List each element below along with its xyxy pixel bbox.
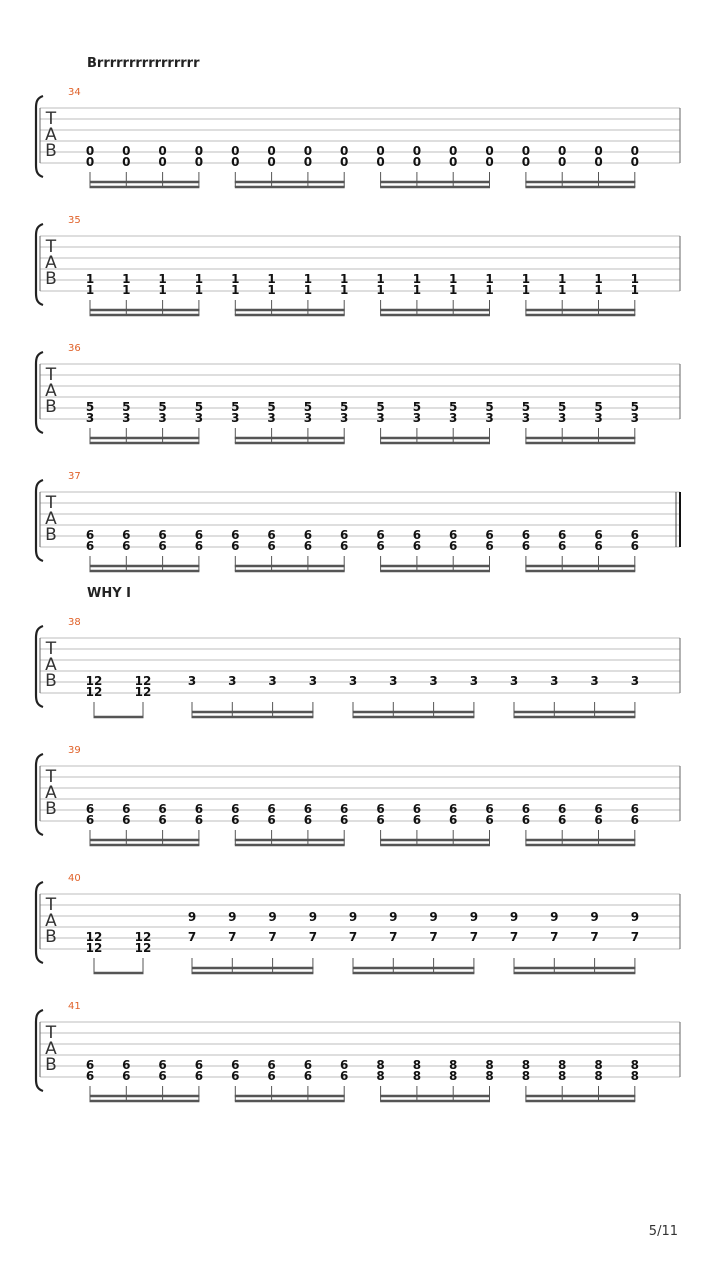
tab-clef-t: T [45, 237, 57, 257]
fret-number: 3 [85, 411, 95, 425]
fret-number: 3 [412, 411, 422, 425]
fret-number: 1 [449, 283, 458, 297]
fret-number: 7 [509, 930, 519, 944]
fret-number: 6 [194, 528, 204, 542]
fret-number: 9 [509, 910, 519, 924]
fret-number: 0 [303, 144, 313, 158]
fret-number: 6 [376, 528, 385, 542]
measure-number: 40 [68, 873, 81, 884]
fret-number: 12 [134, 941, 152, 955]
fret-number: 7 [187, 930, 197, 944]
fret-number: 6 [303, 528, 313, 542]
fret-number: 3 [268, 674, 277, 688]
fret-number: 1 [158, 272, 167, 286]
fret-number: 3 [187, 674, 197, 688]
fret-number: 0 [231, 144, 240, 158]
fret-number: 6 [340, 1069, 349, 1083]
fret-number: 1 [485, 272, 494, 286]
fret-number: 3 [449, 411, 458, 425]
fret-number: 6 [85, 528, 95, 542]
measure-number: 39 [68, 745, 81, 756]
fret-number: 0 [122, 144, 131, 158]
fret-number: 3 [348, 674, 358, 688]
fret-number: 6 [449, 813, 458, 827]
fret-number: 6 [158, 1069, 167, 1083]
fret-number: 8 [412, 1069, 422, 1083]
fret-number: 5 [122, 400, 131, 414]
fret-number: 12 [134, 930, 152, 944]
fret-number: 6 [485, 539, 494, 553]
fret-number: 3 [485, 411, 494, 425]
fret-number: 0 [630, 155, 639, 169]
fret-number: 1 [630, 272, 639, 286]
tab-clef-b: B [45, 799, 57, 819]
fret-number: 9 [550, 910, 559, 924]
fret-number: 6 [558, 802, 567, 816]
fret-number: 1 [303, 283, 313, 297]
fret-number: 1 [340, 283, 349, 297]
fret-number: 9 [429, 910, 438, 924]
tab-clef-t: T [45, 767, 57, 787]
fret-number: 6 [521, 539, 531, 553]
fret-number: 7 [469, 930, 479, 944]
fret-number: 6 [558, 813, 567, 827]
fret-number: 6 [158, 1058, 167, 1072]
fret-number: 5 [267, 400, 276, 414]
fret-number: 6 [267, 528, 276, 542]
fret-number: 6 [122, 1058, 131, 1072]
fret-number: 5 [630, 400, 639, 414]
fret-number: 0 [412, 144, 422, 158]
fret-number: 6 [194, 1058, 204, 1072]
fret-number: 1 [340, 272, 349, 286]
tab-clef-b: B [45, 927, 57, 947]
fret-number: 3 [231, 411, 240, 425]
tab-clef-t: T [45, 1023, 57, 1043]
measure-number: 36 [68, 343, 81, 354]
fret-number: 5 [158, 400, 167, 414]
fret-number: 7 [429, 930, 438, 944]
fret-number: 6 [521, 528, 531, 542]
fret-number: 0 [449, 144, 458, 158]
fret-number: 0 [340, 155, 349, 169]
fret-number: 1 [158, 283, 167, 297]
fret-number: 8 [630, 1058, 639, 1072]
fret-number: 6 [267, 539, 276, 553]
tab-system-41 [36, 1001, 680, 1101]
fret-number: 6 [521, 813, 531, 827]
fret-number: 0 [630, 144, 639, 158]
fret-number: 3 [630, 411, 639, 425]
fret-number: 8 [521, 1058, 531, 1072]
fret-number: 6 [594, 539, 603, 553]
fret-number: 6 [412, 813, 422, 827]
fret-number: 3 [376, 411, 385, 425]
fret-number: 0 [194, 155, 204, 169]
fret-number: 1 [85, 283, 95, 297]
fret-number: 6 [412, 539, 422, 553]
fret-number: 3 [558, 411, 567, 425]
fret-number: 1 [376, 283, 385, 297]
fret-number: 1 [231, 283, 240, 297]
fret-number: 0 [521, 155, 531, 169]
fret-number: 8 [376, 1069, 385, 1083]
fret-number: 6 [485, 802, 494, 816]
fret-number: 8 [594, 1069, 603, 1083]
fret-number: 0 [594, 155, 603, 169]
fret-number: 9 [308, 910, 318, 924]
fret-number: 5 [521, 400, 531, 414]
fret-number: 3 [158, 411, 167, 425]
fret-number: 5 [194, 400, 204, 414]
tab-system-37 [36, 471, 680, 571]
measure-number: 38 [68, 617, 81, 628]
fret-number: 8 [376, 1058, 385, 1072]
fret-number: 6 [303, 802, 313, 816]
fret-number: 9 [348, 910, 358, 924]
fret-number: 6 [231, 1069, 240, 1083]
fret-number: 7 [268, 930, 277, 944]
fret-number: 6 [340, 539, 349, 553]
fret-number: 1 [521, 272, 531, 286]
fret-number: 7 [348, 930, 358, 944]
fret-number: 6 [521, 802, 531, 816]
fret-number: 1 [122, 272, 131, 286]
fret-number: 8 [630, 1069, 639, 1083]
fret-number: 5 [85, 400, 95, 414]
tab-clef-b: B [45, 397, 57, 417]
tab-system-34 [36, 56, 680, 187]
fret-number: 6 [267, 813, 276, 827]
fret-number: 0 [412, 155, 422, 169]
fret-number: 1 [449, 272, 458, 286]
fret-number: 7 [550, 930, 559, 944]
fret-number: 12 [85, 941, 103, 955]
tab-clef-b: B [45, 1055, 57, 1075]
measure-number: 35 [68, 215, 81, 226]
tab-clef-a: A [45, 253, 57, 273]
fret-number: 0 [558, 155, 567, 169]
fret-number: 0 [194, 144, 204, 158]
fret-number: 9 [389, 910, 398, 924]
tab-clef-a: A [45, 655, 57, 675]
fret-number: 6 [158, 802, 167, 816]
fret-number: 1 [267, 283, 276, 297]
fret-number: 3 [429, 674, 438, 688]
fret-number: 6 [412, 528, 422, 542]
fret-number: 1 [521, 283, 531, 297]
fret-number: 5 [412, 400, 422, 414]
measure-number: 41 [68, 1001, 81, 1012]
fret-number: 6 [376, 813, 385, 827]
tab-system-35 [36, 215, 680, 315]
fret-number: 1 [303, 272, 313, 286]
fret-number: 0 [340, 144, 349, 158]
fret-number: 6 [594, 813, 603, 827]
fret-number: 12 [134, 685, 152, 699]
fret-number: 5 [340, 400, 349, 414]
fret-number: 6 [194, 813, 204, 827]
fret-number: 6 [231, 528, 240, 542]
fret-number: 1 [194, 272, 204, 286]
fret-number: 6 [340, 813, 349, 827]
fret-number: 8 [485, 1058, 494, 1072]
fret-number: 12 [134, 674, 152, 688]
fret-number: 0 [303, 155, 313, 169]
fret-number: 8 [485, 1069, 494, 1083]
fret-number: 9 [630, 910, 640, 924]
fret-number: 6 [449, 539, 458, 553]
fret-number: 6 [158, 539, 167, 553]
tab-clef-t: T [45, 895, 57, 915]
fret-number: 0 [485, 144, 494, 158]
fret-number: 5 [485, 400, 494, 414]
fret-number: 6 [630, 528, 639, 542]
fret-number: 1 [412, 283, 422, 297]
fret-number: 12 [85, 930, 103, 944]
fret-number: 6 [376, 539, 385, 553]
fret-number: 5 [594, 400, 603, 414]
fret-number: 0 [594, 144, 603, 158]
fret-number: 0 [158, 144, 167, 158]
fret-number: 6 [85, 1058, 95, 1072]
fret-number: 6 [122, 813, 131, 827]
fret-number: 1 [412, 272, 422, 286]
fret-number: 1 [122, 283, 131, 297]
fret-number: 1 [558, 272, 567, 286]
tab-systems [36, 56, 680, 1101]
fret-number: 6 [340, 802, 349, 816]
fret-number: 6 [122, 802, 131, 816]
tab-clef-a: A [45, 509, 57, 529]
page-number: 5/11 [648, 1224, 678, 1239]
fret-number: 6 [485, 813, 494, 827]
tab-clef-b: B [45, 671, 57, 691]
tab-clef-t: T [45, 639, 57, 659]
fret-number: 6 [122, 1069, 131, 1083]
fret-number: 7 [590, 930, 599, 944]
fret-number: 1 [376, 272, 385, 286]
fret-number: 3 [469, 674, 479, 688]
fret-number: 6 [630, 813, 639, 827]
fret-number: 6 [376, 802, 385, 816]
fret-number: 8 [449, 1069, 458, 1083]
fret-number: 6 [449, 802, 458, 816]
fret-number: 6 [85, 539, 95, 553]
fret-number: 1 [594, 283, 603, 297]
fret-number: 5 [376, 400, 385, 414]
fret-number: 1 [267, 272, 276, 286]
fret-number: 6 [630, 802, 639, 816]
fret-number: 9 [187, 910, 197, 924]
fret-number: 8 [412, 1058, 422, 1072]
fret-number: 5 [449, 400, 458, 414]
fret-number: 7 [228, 930, 237, 944]
fret-number: 8 [521, 1069, 531, 1083]
fret-number: 5 [558, 400, 567, 414]
fret-number: 0 [521, 144, 531, 158]
section-label: Brrrrrrrrrrrrrrrr [87, 56, 200, 71]
tab-clef-a: A [45, 783, 57, 803]
section-label: WHY I [87, 586, 131, 601]
fret-number: 1 [558, 283, 567, 297]
measure-number: 34 [68, 87, 81, 98]
fret-number: 1 [231, 272, 240, 286]
fret-number: 3 [122, 411, 131, 425]
fret-number: 6 [303, 813, 313, 827]
tab-system-38 [36, 586, 680, 717]
fret-number: 1 [194, 283, 204, 297]
fret-number: 5 [231, 400, 240, 414]
fret-number: 7 [389, 930, 398, 944]
fret-number: 6 [122, 528, 131, 542]
fret-number: 3 [308, 674, 318, 688]
fret-number: 6 [267, 1069, 276, 1083]
fret-number: 3 [340, 411, 349, 425]
tab-clef-b: B [45, 525, 57, 545]
fret-number: 0 [376, 155, 385, 169]
fret-number: 1 [594, 272, 603, 286]
fret-number: 12 [85, 674, 103, 688]
fret-number: 0 [158, 155, 167, 169]
fret-number: 6 [231, 802, 240, 816]
fret-number: 0 [267, 144, 276, 158]
fret-number: 6 [630, 539, 639, 553]
fret-number: 3 [521, 411, 531, 425]
fret-number: 0 [85, 155, 95, 169]
fret-number: 6 [485, 528, 494, 542]
fret-number: 6 [194, 539, 204, 553]
tab-clef-t: T [45, 109, 57, 129]
tab-clef-a: A [45, 1039, 57, 1059]
fret-number: 1 [85, 272, 95, 286]
fret-number: 5 [303, 400, 313, 414]
fret-number: 6 [558, 539, 567, 553]
fret-number: 0 [485, 155, 494, 169]
fret-number: 6 [267, 1058, 276, 1072]
fret-number: 3 [228, 674, 237, 688]
fret-number: 3 [590, 674, 599, 688]
fret-number: 6 [122, 539, 131, 553]
fret-number: 7 [630, 930, 640, 944]
tab-clef-t: T [45, 365, 57, 385]
fret-number: 3 [630, 674, 640, 688]
fret-number: 6 [231, 813, 240, 827]
fret-number: 3 [267, 411, 276, 425]
fret-number: 0 [558, 144, 567, 158]
fret-number: 6 [412, 802, 422, 816]
fret-number: 0 [85, 144, 95, 158]
tab-clef-b: B [45, 269, 57, 289]
tab-clef-b: B [45, 141, 57, 161]
fret-number: 6 [340, 1058, 349, 1072]
fret-number: 6 [194, 802, 204, 816]
fret-number: 0 [267, 155, 276, 169]
tab-clef-a: A [45, 381, 57, 401]
fret-number: 1 [630, 283, 639, 297]
fret-number: 1 [485, 283, 494, 297]
fret-number: 6 [303, 1069, 313, 1083]
fret-number: 0 [449, 155, 458, 169]
fret-number: 8 [449, 1058, 458, 1072]
fret-number: 9 [590, 910, 599, 924]
fret-number: 9 [469, 910, 479, 924]
fret-number: 0 [231, 155, 240, 169]
fret-number: 0 [122, 155, 131, 169]
fret-number: 9 [268, 910, 277, 924]
measure-number: 37 [68, 471, 81, 482]
fret-number: 6 [449, 528, 458, 542]
fret-number: 6 [594, 528, 603, 542]
tab-system-40 [36, 873, 680, 973]
fret-number: 3 [550, 674, 559, 688]
tab-system-39 [36, 745, 680, 845]
fret-number: 6 [158, 528, 167, 542]
fret-number: 3 [389, 674, 398, 688]
fret-number: 8 [594, 1058, 603, 1072]
tab-clef-a: A [45, 911, 57, 931]
fret-number: 3 [194, 411, 204, 425]
fret-number: 6 [340, 528, 349, 542]
fret-number: 6 [231, 1058, 240, 1072]
fret-number: 12 [85, 685, 103, 699]
fret-number: 6 [267, 802, 276, 816]
tab-clef-t: T [45, 493, 57, 513]
tab-system-36 [36, 343, 680, 443]
fret-number: 6 [194, 1069, 204, 1083]
fret-number: 6 [158, 813, 167, 827]
fret-number: 6 [85, 1069, 95, 1083]
tab-clef-a: A [45, 125, 57, 145]
fret-number: 8 [558, 1058, 567, 1072]
fret-number: 0 [376, 144, 385, 158]
fret-number: 6 [594, 802, 603, 816]
fret-number: 3 [303, 411, 313, 425]
fret-number: 6 [303, 1058, 313, 1072]
fret-number: 6 [85, 802, 95, 816]
fret-number: 6 [231, 539, 240, 553]
fret-number: 6 [303, 539, 313, 553]
fret-number: 3 [509, 674, 519, 688]
fret-number: 3 [594, 411, 603, 425]
fret-number: 8 [558, 1069, 567, 1083]
fret-number: 6 [558, 528, 567, 542]
fret-number: 6 [85, 813, 95, 827]
fret-number: 9 [228, 910, 237, 924]
fret-number: 7 [308, 930, 318, 944]
